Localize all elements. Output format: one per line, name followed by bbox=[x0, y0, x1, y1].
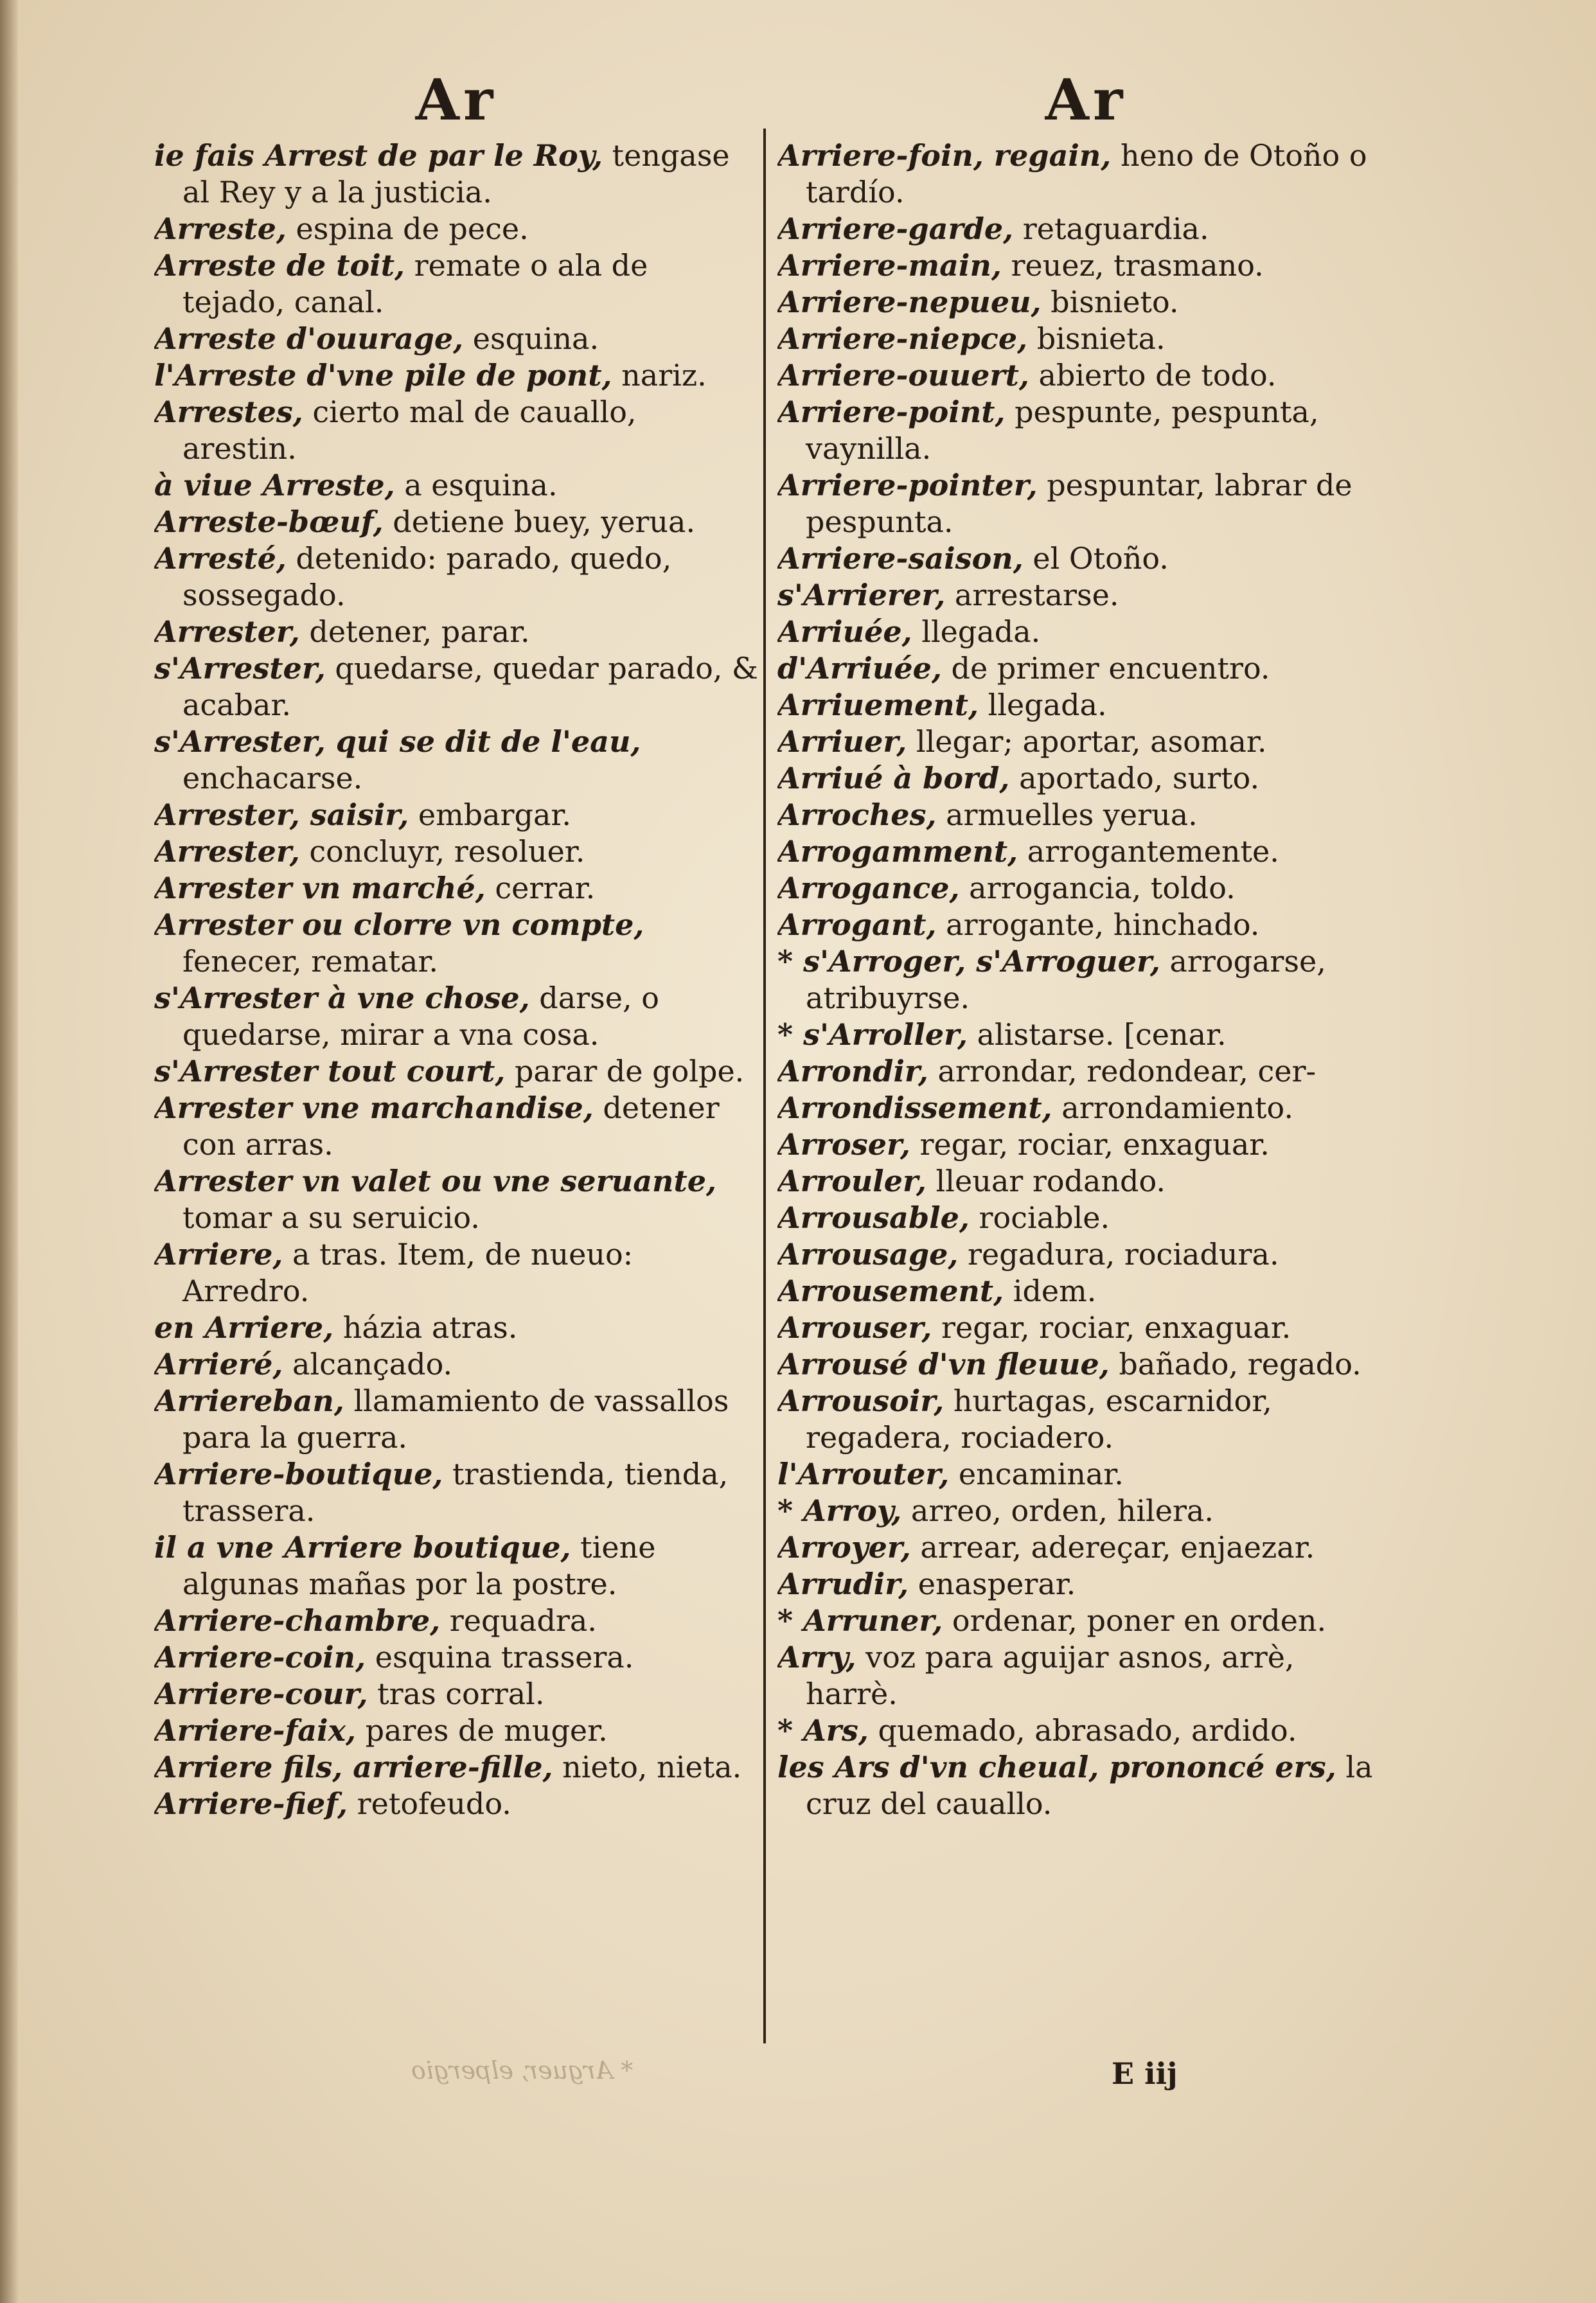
entry-headword: * Arruner, bbox=[777, 1603, 943, 1638]
dictionary-entry bbox=[154, 870, 758, 907]
entry-headword: Arrogant, bbox=[777, 907, 937, 942]
dictionary-entry bbox=[154, 1749, 758, 1786]
entry-gloss: remate o ala de tejado, canal. bbox=[182, 248, 648, 319]
left-column bbox=[154, 64, 758, 2121]
dictionary-entry bbox=[777, 797, 1394, 833]
dictionary-entry bbox=[154, 907, 758, 980]
dictionary-entry bbox=[154, 650, 758, 724]
dictionary-entry bbox=[777, 614, 1394, 650]
dictionary-entry bbox=[777, 357, 1394, 394]
entry-gloss: trastienda, tienda, trassera. bbox=[182, 1457, 729, 1528]
entry-gloss: a esquina. bbox=[395, 468, 558, 502]
entry-gloss: llegar; aportar, asomar. bbox=[907, 724, 1267, 759]
dictionary-entry bbox=[154, 1529, 758, 1603]
entry-headword: à viue Arreste, bbox=[154, 468, 395, 502]
dictionary-entry bbox=[154, 1676, 758, 1712]
entry-gloss: cerrar. bbox=[485, 871, 596, 905]
entry-gloss: concluyr, resoluer. bbox=[299, 834, 585, 869]
dictionary-entry bbox=[777, 1566, 1394, 1603]
entry-headword: Arriere-faix, bbox=[154, 1713, 357, 1748]
entry-headword: Arrester ou clorre vn compte, bbox=[154, 907, 644, 942]
entry-headword: Arrogamment, bbox=[777, 834, 1018, 869]
dictionary-entry bbox=[154, 1310, 758, 1346]
entry-headword: Arrester vn valet ou vne seruante, bbox=[154, 1164, 717, 1198]
entry-headword: Arriere-garde, bbox=[777, 211, 1014, 246]
dictionary-entry bbox=[154, 1163, 758, 1236]
dictionary-entry bbox=[154, 1786, 758, 1822]
entry-headword: Arriere-saison, bbox=[777, 541, 1024, 576]
entry-headword: Arrousable, bbox=[777, 1200, 970, 1235]
entry-headword: Arrousage, bbox=[777, 1237, 959, 1272]
entry-headword: Arrester, bbox=[154, 834, 300, 869]
entry-headword: * Ars, bbox=[777, 1713, 869, 1748]
right-entries-list bbox=[777, 138, 1394, 1822]
right-column bbox=[777, 64, 1394, 2121]
entry-headword: Arrondir, bbox=[777, 1054, 928, 1089]
entry-gloss: detiene buey, yerua. bbox=[383, 504, 696, 539]
entry-headword: s'Arrester, bbox=[154, 651, 326, 686]
dictionary-entry bbox=[777, 1639, 1394, 1712]
entry-headword: l'Arrouter, bbox=[777, 1457, 950, 1491]
entry-headword: Arriere, bbox=[154, 1237, 283, 1272]
dictionary-entry bbox=[154, 1090, 758, 1163]
dictionary-entry bbox=[777, 1749, 1394, 1822]
entry-gloss: idem. bbox=[1004, 1274, 1097, 1308]
entry-headword: Arrousoir, bbox=[777, 1383, 944, 1418]
entry-gloss: llamamiento de vassallos para la guerra. bbox=[182, 1383, 729, 1455]
dictionary-entry bbox=[777, 1053, 1394, 1090]
entry-gloss: cierto mal de cauallo, arestin. bbox=[182, 395, 637, 466]
entry-headword: Arrousement, bbox=[777, 1274, 1004, 1308]
left-column-header: Ar bbox=[415, 66, 497, 133]
entry-headword: Arrieré, bbox=[154, 1347, 283, 1382]
entry-gloss: llegada. bbox=[979, 688, 1107, 722]
dictionary-entry bbox=[154, 614, 758, 650]
entry-headword: Arriere-coin, bbox=[154, 1640, 366, 1675]
entry-gloss: fenecer, rematar. bbox=[182, 944, 438, 979]
entry-headword: Arriere-niepce, bbox=[777, 321, 1028, 356]
dictionary-entry bbox=[777, 577, 1394, 614]
entry-headword: Arroser, bbox=[777, 1127, 910, 1162]
entry-headword: Arriere fils, arriere-fille, bbox=[154, 1750, 553, 1784]
entry-gloss: rociable. bbox=[969, 1200, 1110, 1235]
dictionary-entry bbox=[154, 724, 758, 797]
entry-gloss: pespuntar, labrar de pespunta. bbox=[806, 468, 1352, 539]
dictionary-entry bbox=[154, 357, 758, 394]
entry-headword: Arreste de toit, bbox=[154, 248, 405, 283]
dictionary-entry bbox=[777, 1529, 1394, 1566]
entry-gloss: bisnieta. bbox=[1027, 321, 1166, 356]
dictionary-entry bbox=[777, 1383, 1394, 1456]
dictionary-entry bbox=[154, 1346, 758, 1383]
entry-gloss: encaminar. bbox=[949, 1457, 1124, 1491]
dictionary-entry bbox=[154, 321, 758, 357]
entry-headword: Arrestes, bbox=[154, 395, 303, 429]
entry-headword: Arreste-bœuf, bbox=[154, 504, 384, 539]
entry-gloss: reuez, trasmano. bbox=[1001, 248, 1264, 283]
entry-headword: * s'Arroger, s'Arroguer, bbox=[777, 944, 1160, 979]
entry-headword: l'Arreste d'vne pile de pont, bbox=[154, 358, 612, 393]
entry-headword: Arriere-foin, regain, bbox=[777, 138, 1112, 173]
entry-gloss: enchacarse. bbox=[182, 761, 363, 796]
dictionary-entry bbox=[777, 1200, 1394, 1236]
entry-headword: s'Arrester, qui se dit de l'eau, bbox=[154, 724, 641, 759]
entry-gloss: tomar a su seruicio. bbox=[182, 1200, 480, 1235]
entry-gloss: lleuar rodando. bbox=[926, 1164, 1166, 1198]
entry-headword: Arry, bbox=[777, 1640, 856, 1675]
dictionary-entry bbox=[777, 870, 1394, 907]
entry-gloss: arreo, orden, hilera. bbox=[901, 1493, 1214, 1528]
dictionary-entry bbox=[154, 1712, 758, 1749]
entry-gloss: retaguardia. bbox=[1013, 211, 1209, 246]
bleed-through-text: * Arguer, elpergio bbox=[411, 2056, 634, 2085]
dictionary-entry bbox=[777, 138, 1394, 211]
dictionary-entry bbox=[154, 1603, 758, 1639]
dictionary-entry bbox=[777, 1017, 1394, 1053]
dictionary-entry bbox=[777, 907, 1394, 943]
dictionary-entry bbox=[777, 1456, 1394, 1493]
dictionary-entry bbox=[777, 943, 1394, 1017]
entry-headword: il a vne Arriere boutique, bbox=[154, 1530, 571, 1565]
entry-gloss: detener, parar. bbox=[299, 614, 530, 649]
dictionary-entry bbox=[777, 650, 1394, 687]
entry-gloss: detenido: parado, quedo, sossegado. bbox=[182, 541, 672, 612]
dictionary-entry bbox=[154, 394, 758, 467]
dictionary-entry bbox=[154, 1639, 758, 1676]
entry-headword: Arriere-cour, bbox=[154, 1676, 368, 1711]
entry-headword: Arriere-ouuert, bbox=[777, 358, 1029, 393]
entry-gloss: hurtagas, escarnidor, regadera, rociadero. bbox=[806, 1383, 1272, 1455]
entry-gloss: armuelles yerua. bbox=[936, 797, 1198, 832]
entry-gloss: parar de golpe. bbox=[505, 1054, 745, 1089]
dictionary-entry bbox=[154, 1053, 758, 1090]
entry-gloss: quedarse, quedar parado, & acabar. bbox=[182, 651, 758, 722]
entry-headword: Arriere-main, bbox=[777, 248, 1002, 283]
dictionary-entry bbox=[777, 724, 1394, 760]
dictionary-entry bbox=[154, 980, 758, 1053]
dictionary-entry bbox=[777, 1126, 1394, 1163]
entry-gloss: arrogante, hinchado. bbox=[936, 907, 1260, 942]
entry-gloss: a tras. Item, de nueuo: Arredro. bbox=[182, 1237, 634, 1308]
entry-headword: Arriuement, bbox=[777, 688, 979, 722]
entry-gloss: embargar. bbox=[409, 797, 571, 832]
dictionary-entry bbox=[777, 394, 1394, 467]
entry-gloss: arrogancia, toldo. bbox=[959, 871, 1236, 905]
entry-headword: Arriuer, bbox=[777, 724, 907, 759]
entry-headword: Arrester, bbox=[154, 614, 300, 649]
entry-headword: en Arriere, bbox=[154, 1310, 334, 1345]
entry-headword: Arroyer, bbox=[777, 1530, 911, 1565]
dictionary-entry bbox=[154, 1456, 758, 1529]
entry-gloss: arrondar, redondear, cer- bbox=[928, 1054, 1317, 1089]
signature-mark: E iij bbox=[1112, 2056, 1178, 2091]
entry-headword: Arrester vne marchandise, bbox=[154, 1090, 594, 1125]
entry-headword: s'Arrester à vne chose, bbox=[154, 981, 530, 1015]
dictionary-entry bbox=[154, 247, 758, 321]
entry-headword: ie fais Arrest de par le Roy, bbox=[154, 138, 603, 173]
entry-gloss: detener con arras. bbox=[182, 1090, 720, 1162]
dictionary-entry bbox=[154, 138, 758, 211]
entry-headword: Arresté, bbox=[154, 541, 287, 576]
dictionary-entry bbox=[777, 1712, 1394, 1749]
entry-gloss: bisnieto. bbox=[1041, 285, 1179, 319]
entry-headword: Arriué à bord, bbox=[777, 761, 1010, 796]
entry-headword: Arriere-nepueu, bbox=[777, 285, 1042, 319]
dictionary-entry bbox=[154, 1383, 758, 1456]
entry-gloss: ordenar, poner en orden. bbox=[943, 1603, 1327, 1638]
entry-headword: Arrouser, bbox=[777, 1310, 932, 1345]
entry-gloss: retofeudo. bbox=[348, 1786, 511, 1821]
entry-gloss: el Otoño. bbox=[1023, 541, 1169, 576]
entry-gloss: darse, o quedarse, mirar a vna cosa. bbox=[182, 981, 659, 1052]
entry-headword: Arriuée, bbox=[777, 614, 912, 649]
entry-headword: Arrudir, bbox=[777, 1567, 909, 1601]
entry-headword: Arrogance, bbox=[777, 871, 960, 905]
dictionary-entry bbox=[777, 1090, 1394, 1126]
dictionary-entry bbox=[777, 1236, 1394, 1273]
dictionary-entry bbox=[777, 1310, 1394, 1346]
entry-gloss: nariz. bbox=[612, 358, 707, 393]
entry-gloss: regar, rociar, enxaguar. bbox=[932, 1310, 1291, 1345]
entry-gloss: arrear, adereçar, enjaezar. bbox=[910, 1530, 1315, 1565]
entry-gloss: arrogarse, atribuyrse. bbox=[806, 944, 1326, 1015]
entry-gloss: házia atras. bbox=[333, 1310, 518, 1345]
entry-gloss: tengase al Rey y a la justicia. bbox=[182, 138, 730, 209]
entry-headword: Arrondissement, bbox=[777, 1090, 1052, 1125]
entry-headword: Arroches, bbox=[777, 797, 937, 832]
entry-headword: Arreste, bbox=[154, 211, 287, 246]
dictionary-entry bbox=[777, 321, 1394, 357]
entry-gloss: arrestarse. bbox=[945, 578, 1119, 612]
dictionary-entry bbox=[154, 504, 758, 540]
dictionary-entry bbox=[154, 540, 758, 614]
entry-gloss: espina de pece. bbox=[286, 211, 529, 246]
entry-gloss: regadura, rociadura. bbox=[958, 1237, 1279, 1272]
entry-gloss: enasperar. bbox=[909, 1567, 1076, 1601]
left-entries-list bbox=[154, 138, 758, 1822]
entry-gloss: nieto, nieta. bbox=[553, 1750, 742, 1784]
entry-gloss: llegada. bbox=[912, 614, 1041, 649]
dictionary-entry bbox=[777, 1493, 1394, 1529]
dictionary-entry bbox=[154, 467, 758, 504]
dictionary-entry bbox=[154, 1236, 758, 1310]
right-column-header: Ar bbox=[1045, 66, 1127, 133]
entry-gloss: arrondamiento. bbox=[1052, 1090, 1294, 1125]
entry-headword: s'Arrester tout court, bbox=[154, 1054, 506, 1089]
entry-gloss: heno de Otoño o tardío. bbox=[806, 138, 1367, 209]
entry-gloss: esquina. bbox=[463, 321, 599, 356]
dictionary-entry bbox=[777, 1346, 1394, 1383]
entry-headword: * Arroy, bbox=[777, 1493, 902, 1528]
dictionary-entry bbox=[154, 833, 758, 870]
entry-headword: Arreste d'ouurage, bbox=[154, 321, 464, 356]
entry-gloss: arrogantemente. bbox=[1018, 834, 1279, 869]
dictionary-entry bbox=[777, 1603, 1394, 1639]
entry-headword: Arrouler, bbox=[777, 1164, 927, 1198]
entry-gloss: bañado, regado. bbox=[1109, 1347, 1361, 1382]
entry-gloss: pespunte, pespunta, vaynilla. bbox=[806, 395, 1319, 466]
dictionary-entry bbox=[777, 1273, 1394, 1310]
dictionary-entry bbox=[777, 284, 1394, 321]
dictionary-entry bbox=[777, 467, 1394, 540]
dictionary-entry bbox=[777, 540, 1394, 577]
entry-headword: Arriere-fief, bbox=[154, 1786, 348, 1821]
entry-gloss: alcançado. bbox=[283, 1347, 453, 1382]
entry-gloss: abierto de todo. bbox=[1029, 358, 1277, 393]
entry-gloss: tras corral. bbox=[368, 1676, 545, 1711]
dictionary-entry bbox=[777, 211, 1394, 247]
entry-gloss: la cruz del cauallo. bbox=[806, 1750, 1373, 1821]
entry-headword: * s'Arroller, bbox=[777, 1017, 968, 1052]
dictionary-entry bbox=[777, 687, 1394, 724]
dictionary-entry bbox=[154, 211, 758, 247]
dictionary-entry bbox=[154, 797, 758, 833]
entry-headword: d'Arriuée, bbox=[777, 651, 942, 686]
entry-headword: Arrester, saisir, bbox=[154, 797, 409, 832]
entry-gloss: quemado, abrasado, ardido. bbox=[868, 1713, 1297, 1748]
dictionary-entry bbox=[777, 1163, 1394, 1200]
entry-gloss: aportado, surto. bbox=[1009, 761, 1260, 796]
entry-headword: Arriereban, bbox=[154, 1383, 344, 1418]
entry-gloss: tiene algunas mañas por la postre. bbox=[182, 1530, 656, 1601]
entry-gloss: alistarse. [cenar. bbox=[968, 1017, 1227, 1052]
entry-gloss: de primer encuentro. bbox=[941, 651, 1270, 686]
entry-headword: s'Arrierer, bbox=[777, 578, 946, 612]
column-divider bbox=[763, 129, 766, 2043]
entry-headword: Arrousé d'vn fleuue, bbox=[777, 1347, 1110, 1382]
entry-gloss: esquina trassera. bbox=[366, 1640, 634, 1675]
dictionary-entry bbox=[777, 833, 1394, 870]
entry-headword: Arriere-point, bbox=[777, 395, 1006, 429]
entry-headword: Arriere-boutique, bbox=[154, 1457, 443, 1491]
page-edge-shadow bbox=[0, 0, 18, 2303]
entry-headword: Arriere-pointer, bbox=[777, 468, 1038, 502]
entry-headword: les Ars d'vn cheual, prononcé ers, bbox=[777, 1750, 1336, 1784]
dictionary-entry bbox=[777, 760, 1394, 797]
entry-gloss: pares de muger. bbox=[356, 1713, 608, 1748]
entry-gloss: requadra. bbox=[440, 1603, 597, 1638]
entry-headword: Arrester vn marché, bbox=[154, 871, 486, 905]
entry-gloss: regar, rociar, enxaguar. bbox=[910, 1127, 1270, 1162]
entry-gloss: voz para aguijar asnos, arrè, harrè. bbox=[806, 1640, 1295, 1711]
dictionary-entry bbox=[777, 247, 1394, 284]
entry-headword: Arriere-chambre, bbox=[154, 1603, 441, 1638]
